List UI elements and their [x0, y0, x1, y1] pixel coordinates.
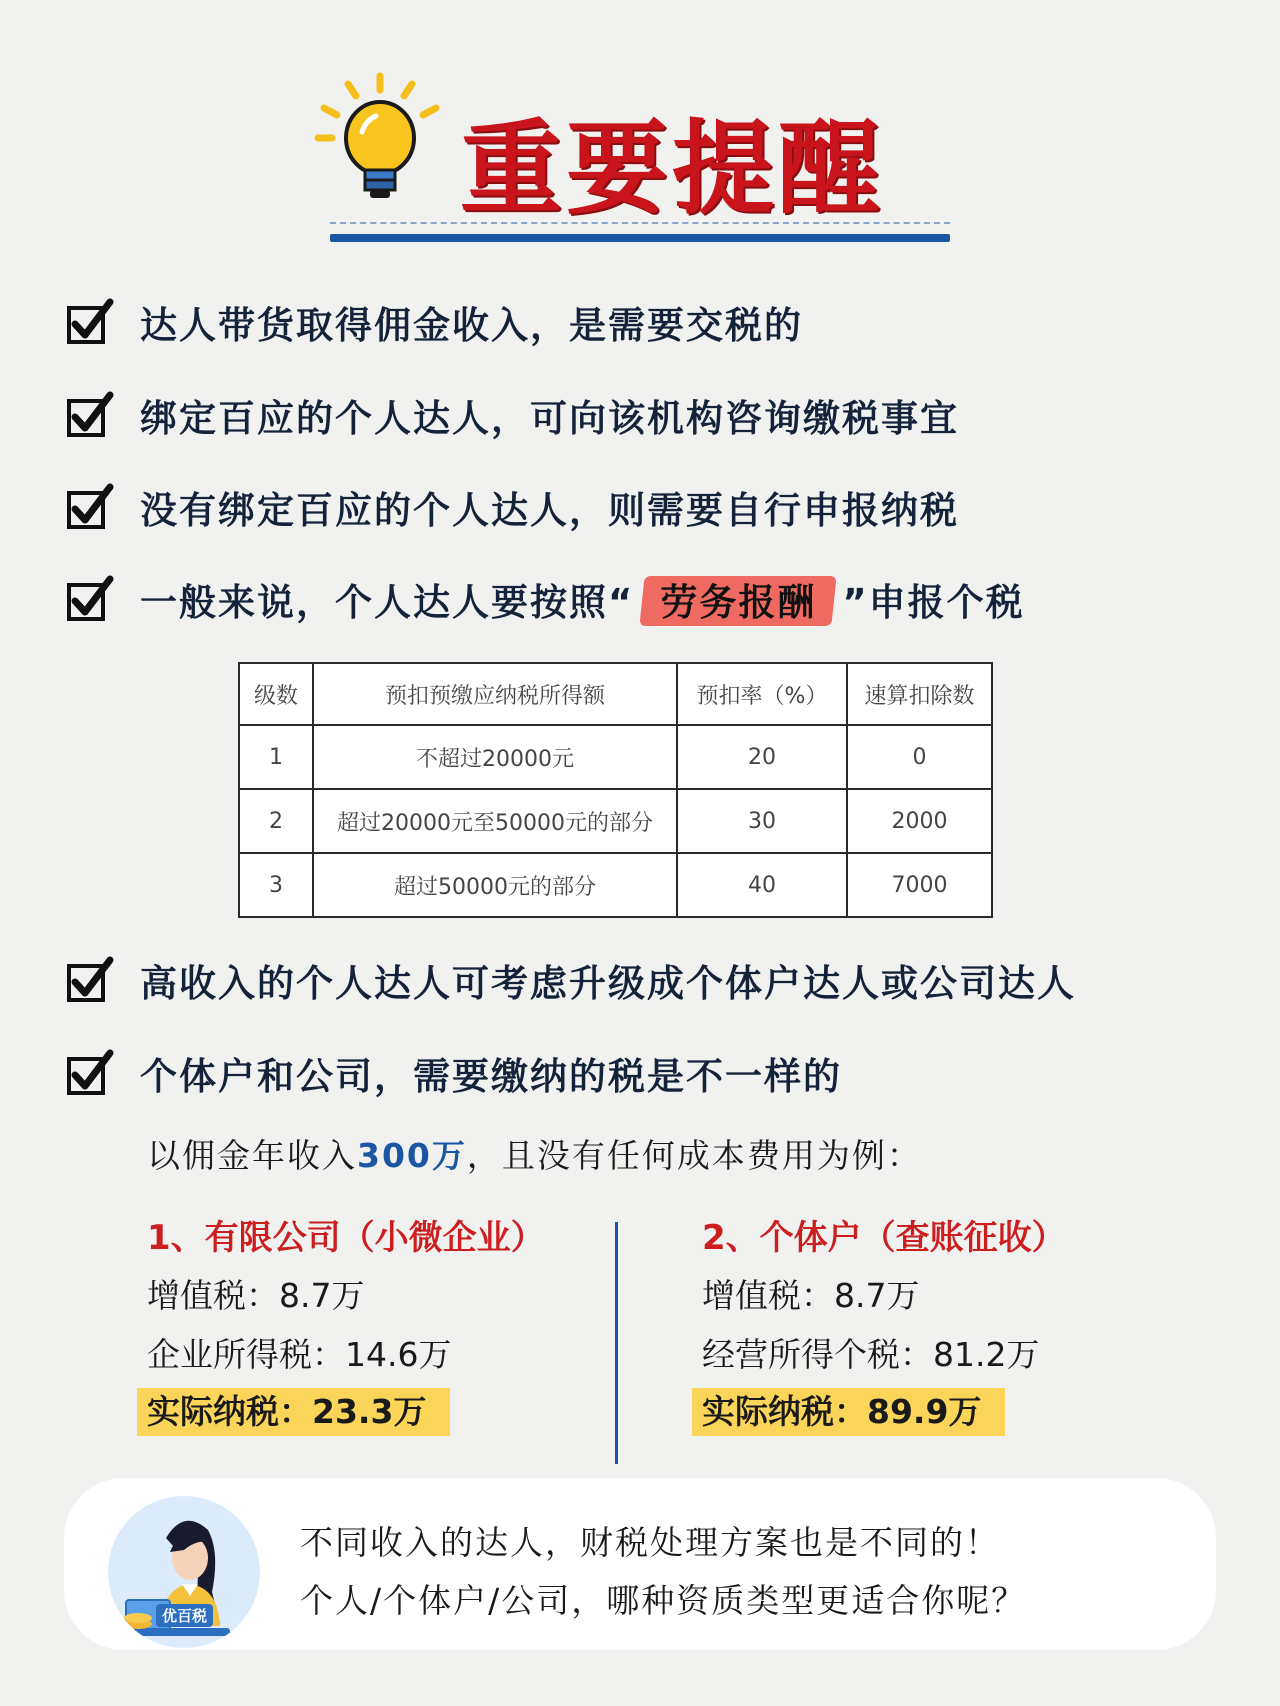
- example-amount: 300万: [357, 1136, 467, 1175]
- table-header-cell: 速算扣除数: [847, 663, 992, 725]
- header: [310, 70, 960, 250]
- check-item-text-before: 一般来说，个人达人要按照“: [140, 581, 635, 624]
- table-cell: 30: [677, 789, 847, 853]
- check-item-4: [66, 569, 1025, 629]
- table-cell: 不超过20000元: [313, 725, 677, 789]
- lightbulb-icon: [310, 70, 440, 210]
- comparison-total: 实际纳税：23.3万: [137, 1388, 450, 1436]
- highlight-text: 劳务报酬: [660, 581, 817, 624]
- column-divider: [615, 1222, 618, 1464]
- table-cell: 超过20000元至50000元的部分: [313, 789, 677, 853]
- table-cell: 1: [239, 725, 313, 789]
- check-item-5: [66, 950, 1076, 1010]
- checkbox-checked-icon: [66, 298, 114, 346]
- footer-line-2: 个人/个体户/公司，哪种资质类型更适合你呢？: [300, 1581, 1027, 1620]
- table-cell: 3: [239, 853, 313, 917]
- footer-card: [64, 1478, 1216, 1650]
- check-item-2: [66, 385, 959, 445]
- table-cell: 7000: [847, 853, 992, 917]
- table-row: [239, 853, 992, 917]
- title-dashed-line: [330, 222, 950, 224]
- table-cell: 40: [677, 853, 847, 917]
- comparison-title: 2、个体户（查账征收）: [702, 1218, 1066, 1258]
- table-cell: 20: [677, 725, 847, 789]
- footer-line-1: 不同收入的达人，财税处理方案也是不同的！: [300, 1523, 1000, 1562]
- checkbox-checked-icon: [66, 1049, 114, 1097]
- checkbox-checked-icon: [66, 391, 114, 439]
- comparison-title: 1、有限公司（小微企业）: [147, 1218, 545, 1258]
- page-title: 重要提醒: [460, 110, 884, 229]
- table-header-cell: 级数: [239, 663, 313, 725]
- avatar: [108, 1496, 260, 1648]
- check-item-1: [66, 292, 803, 352]
- footer-message: [300, 1514, 1026, 1630]
- table-header-cell: 预扣率（%）: [677, 663, 847, 725]
- example-prefix: 以佣金年收入: [147, 1136, 357, 1175]
- checkbox-checked-icon: [66, 575, 114, 623]
- table-header-cell: 预扣预缴应纳税所得额: [313, 663, 677, 725]
- highlight-labor-remuneration: [642, 572, 834, 626]
- comparison-row: 企业所得税：14.6万: [147, 1335, 452, 1374]
- table-header-row: [239, 663, 992, 725]
- example-intro: [147, 1130, 922, 1177]
- check-item-text-after: ”申报个税: [842, 581, 1025, 624]
- comparison-row: 增值税：8.7万: [147, 1276, 365, 1315]
- table-cell: 2: [239, 789, 313, 853]
- check-item-text: 绑定百应的个人达人，可向该机构咨询缴税事宜: [140, 397, 959, 440]
- check-item-text: 个体户和公司，需要缴纳的税是不一样的: [140, 1055, 842, 1098]
- comparison-company: [147, 1210, 647, 1436]
- table-row: [239, 789, 992, 853]
- check-item-text: 达人带货取得佣金收入，是需要交税的: [140, 304, 803, 347]
- check-item-6: [66, 1043, 842, 1103]
- title-underline: [330, 234, 950, 242]
- table-cell: 0: [847, 725, 992, 789]
- check-item-text: 没有绑定百应的个人达人，则需要自行申报纳税: [140, 489, 959, 532]
- example-suffix: ，且没有任何成本费用为例：: [466, 1136, 922, 1175]
- check-item-text: [140, 572, 1025, 626]
- comparison-row: 经营所得个税：81.2万: [702, 1335, 1040, 1374]
- table-cell: 2000: [847, 789, 992, 853]
- brand-label: 优百税: [156, 1604, 213, 1627]
- comparison-total: 实际纳税：89.9万: [692, 1388, 1005, 1436]
- tax-rate-table: [238, 662, 993, 918]
- comparison-individual-business: [702, 1210, 1202, 1436]
- checkbox-checked-icon: [66, 483, 114, 531]
- check-item-text: 高收入的个人达人可考虑升级成个体户达人或公司达人: [140, 962, 1076, 1005]
- check-item-3: [66, 477, 959, 537]
- table-cell: 超过50000元的部分: [313, 853, 677, 917]
- checkbox-checked-icon: [66, 956, 114, 1004]
- comparison-row: 增值税：8.7万: [702, 1276, 920, 1315]
- table-row: [239, 725, 992, 789]
